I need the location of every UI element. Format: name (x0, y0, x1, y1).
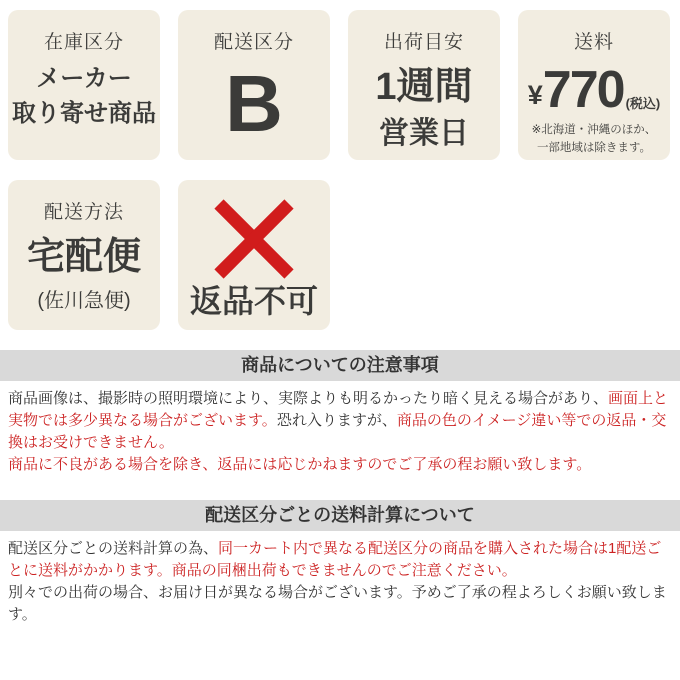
notice-text-segment: 同一カート内で異なる配送区分の商品を購入された場合は1配送ごとに送料がかかります。商品の同梱出荷もできませんのでご注意ください。 (8, 540, 662, 579)
stock-type-value-line1: メーカー (36, 65, 132, 92)
product-notice-section (0, 350, 680, 476)
stock-type-value-line2: 取り寄せ商品 (12, 99, 156, 127)
notice-text-segment: 商品に不良がある場合を除き、返品には応じかねますのでご了承の程お願い致します。 (8, 456, 592, 473)
shipping-class-label: 配送区分 (213, 32, 294, 53)
notice-text-segment: 商品画像は、撮影時の照明環境により、実際よりも明るかったり暗く見える場合があり、 (8, 390, 609, 407)
shipping-fee-price (527, 61, 661, 119)
shipping-calc-title-bar: 配送区分ごとの送料計算について (0, 500, 680, 531)
notice-text-segment: 別々での出荷の場合、お届け日が異なる場合がございます。予めご了承の程よろしくお願い致します。 (8, 584, 667, 623)
info-box-grid (0, 0, 680, 330)
currency-symbol: ¥ (527, 80, 543, 110)
shipping-calc-notice-section (0, 500, 680, 626)
lead-time-value-line2: 営業日 (379, 116, 469, 150)
info-box-row-1 (8, 10, 680, 160)
shipping-fee-label: 送料 (573, 32, 614, 53)
fee-note-line2: 一部地域は除きます。 (536, 142, 652, 155)
shipping-fee-region-note (532, 121, 657, 158)
delivery-method-label: 配送方法 (43, 202, 124, 223)
stock-type-label: 在庫区分 (43, 32, 124, 53)
delivery-method-value: 宅配便 (26, 236, 141, 278)
fee-note-line1: ※北海道・沖縄のほか、 (531, 124, 657, 136)
tax-included-note: (税込) (625, 96, 661, 111)
product-notice-title-bar: 商品についての注意事項 (0, 350, 680, 381)
info-box-row-2 (8, 180, 680, 330)
product-notice-paragraph (8, 388, 672, 476)
shipping-fee-amount: 770 (542, 61, 624, 119)
shipping-fee-box (518, 10, 670, 160)
lead-time-box (348, 10, 500, 160)
stock-type-box (8, 10, 160, 160)
delivery-method-box (8, 180, 160, 330)
no-returns-box (178, 180, 330, 330)
notice-text-segment: 商品の色のイメージ違い等での返品・交換はお受けできません。 (8, 412, 667, 451)
shipping-class-box (178, 10, 330, 160)
lead-time-label: 出荷目安 (383, 32, 464, 53)
notice-text-segment: 恐れ入りますが、 (276, 412, 397, 429)
shipping-calc-paragraph (8, 538, 672, 626)
notice-text-segment: 画面上と実物では多少異なる場合がございます。 (8, 390, 669, 429)
cross-icon (217, 203, 291, 275)
lead-time-value-line1: 1週間 (375, 66, 473, 108)
shipping-class-value: B (225, 59, 283, 148)
stock-type-value (12, 62, 156, 132)
notice-text-segment: 配送区分ごとの送料計算の為、 (8, 540, 219, 557)
no-returns-label: 返品不可 (189, 283, 318, 319)
delivery-carrier: (佐川急便) (37, 289, 131, 312)
